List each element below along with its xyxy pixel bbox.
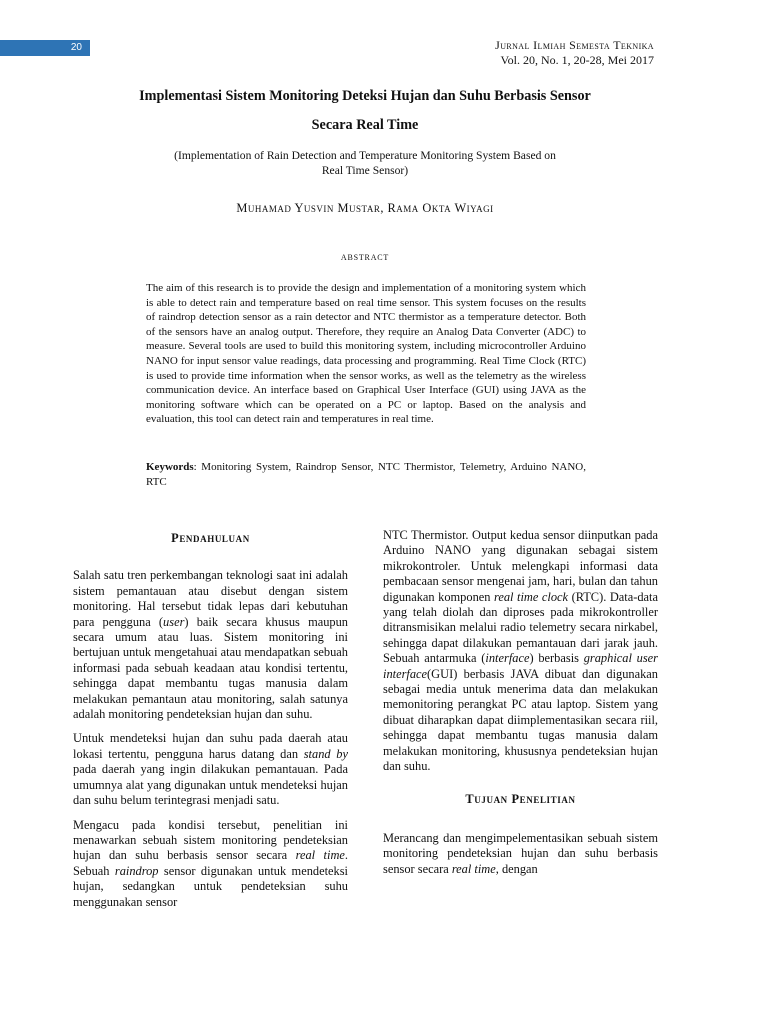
text-run: Mengacu pada kondisi tersebut, penelitian ini menawarkan sebuah sistem monitoring pendeteksian hujan dan suhu berbasis sensor secara	[73, 817, 348, 863]
section-heading-tujuan: Tujuan Penelitian	[465, 791, 576, 806]
text-run: pada daerah yang ingin dilakukan pemantauan. Pada umumnya alat yang digunakan untuk mendeteksi hujan dan suhu belum terintegrasi menjadi satu.	[73, 762, 348, 808]
italic-run: interface	[485, 651, 530, 666]
volume-info: Vol. 20, No. 1, 20-28, Mei 2017	[500, 53, 654, 67]
text-run: . Sebuah	[73, 848, 348, 878]
text-run: (RTC). Data-data yang telah diolah dan diproses pada mikrokontroller ditransmisikan melalui radio telemetry secara nirkabel, sehingga dapat dilakukan pemantauan dari jarak jauh. Sebuah antarmuka (	[383, 589, 658, 666]
text-run: (GUI) berbasis JAVA dibuat dan digunakan sebagai media untuk menerima data dan melakukan memonitoring perangkat PC atau laptop. Sistem yang dibuat diharapkan dapat diimplementasikan secara riil, sehingga dapat membantu tugas manusia dalam melakukan monitoring, khususnya pendeteksian hujan dan suhu.	[383, 666, 658, 774]
italic-run: user	[163, 614, 185, 629]
paragraph	[73, 818, 348, 910]
keywords-list: : Monitoring System, Raindrop Sensor, NTC Thermistor, Telemetry, Arduino NANO, RTC	[146, 461, 586, 488]
page-number: 20	[70, 42, 82, 53]
text-run: ) baik secara khusus maupun secara umum atau luas. Sistem monitoring ini bertujuan untuk mengetahuai atau mendapatkan sebuah informasi pada sebuah keadaan atau kondisi tertentu, sehingga dapat membantu tugas manusia dalam melakukan pemantaun atau monitoring, salah satunya adalah monitoring pendeteksian hujan dan suhu.	[73, 614, 348, 722]
title-line-1: Implementasi Sistem Monitoring Deteksi Hujan dan Suhu Berbasis Sensor	[139, 88, 591, 104]
left-column	[73, 528, 348, 919]
text-run: Salah satu tren perkembangan teknologi saat ini adalah sistem pemantauan atau disebut dengan sistem monitoring. Hal tersebut tidak lepas dari kebutuhan para pengguna (	[73, 568, 348, 629]
subtitle-line-2: Real Time Sensor)	[321, 164, 409, 177]
authors: Muhamad Yusvin Mustar, Rama Okta Wiyagi	[236, 201, 494, 215]
journal-name: Jurnal Ilmiah Semesta Teknika	[495, 38, 654, 52]
abstract-body: The aim of this research is to provide the design and implementation of a monitoring system which is able to detect rain and temperature based on real time sensor. This system focuses on the results of raindrop detection sensor as a rain detector and NTC thermistor as a temperature detector. Both of the sensors have an analog output. Therefore, they require an Analog Data Converter (ADC) to measure. Several tools are used to build this monitoring system, including microcontroller Arduino NANO for input sensor value readings, data processing and programming. Real Time Clock (RTC) is used to provide time information when the sensor works, as well as the telemetry as the wireless communication device. An interface based on Graphical User Interface (GUI) using JAVA as the monitoring software which can be operated on a PC or laptop. Based on the analysis and evaluation, this tool can detect rain and temperatures in real time.	[146, 282, 586, 426]
italic-run: real time	[295, 848, 345, 863]
section-heading-pendahuluan: Pendahuluan	[171, 531, 250, 545]
paragraph	[383, 528, 658, 775]
paper-subtitle	[140, 148, 590, 178]
text-run: Merancang dan mengimpelementasikan sebuah sistem monitoring pendeteksian hujan dan suhu berbasis sensor secara	[383, 830, 658, 876]
italic-run: stand by	[303, 746, 348, 761]
paragraph	[73, 568, 348, 722]
paper-title	[80, 82, 650, 140]
subtitle-line-1: (Implementation of Rain Detection and Temperature Monitoring System Based on	[174, 149, 556, 162]
title-line-2: Secara Real Time	[311, 117, 419, 133]
page-number-badge	[0, 40, 90, 56]
keywords	[146, 460, 586, 489]
text-run: Untuk mendeteksi hujan dan suhu pada daerah atau lokasi tertentu, pengguna harus datang dan	[73, 731, 348, 761]
italic-run: real time clock	[494, 589, 569, 604]
italic-run: real time	[451, 861, 496, 876]
abstract-heading: abstract	[340, 251, 390, 263]
paragraph	[383, 831, 658, 877]
text-run: sensor digunakan untuk mendeteksi hujan, sedangkan untuk pendeteksian suhu menggunakan sensor	[73, 863, 348, 909]
italic-run: graphical user interface	[383, 651, 658, 681]
keywords-label: Keywords	[146, 461, 194, 473]
journal-header	[495, 38, 654, 68]
italic-run: raindrop	[114, 863, 159, 878]
paragraph	[73, 731, 348, 808]
text-run: NTC Thermistor. Output kedua sensor diinputkan pada Arduino NANO yang digunakan sebagai sistem mikrokontroler. Untuk melengkapi informasi data pembacaan sensor mengenai jam, hari, bulan dan tahun digunakan komponen	[383, 528, 658, 604]
text-run: , dengan	[495, 861, 538, 876]
right-column	[383, 528, 658, 886]
text-run: ) berbasis	[529, 651, 584, 666]
